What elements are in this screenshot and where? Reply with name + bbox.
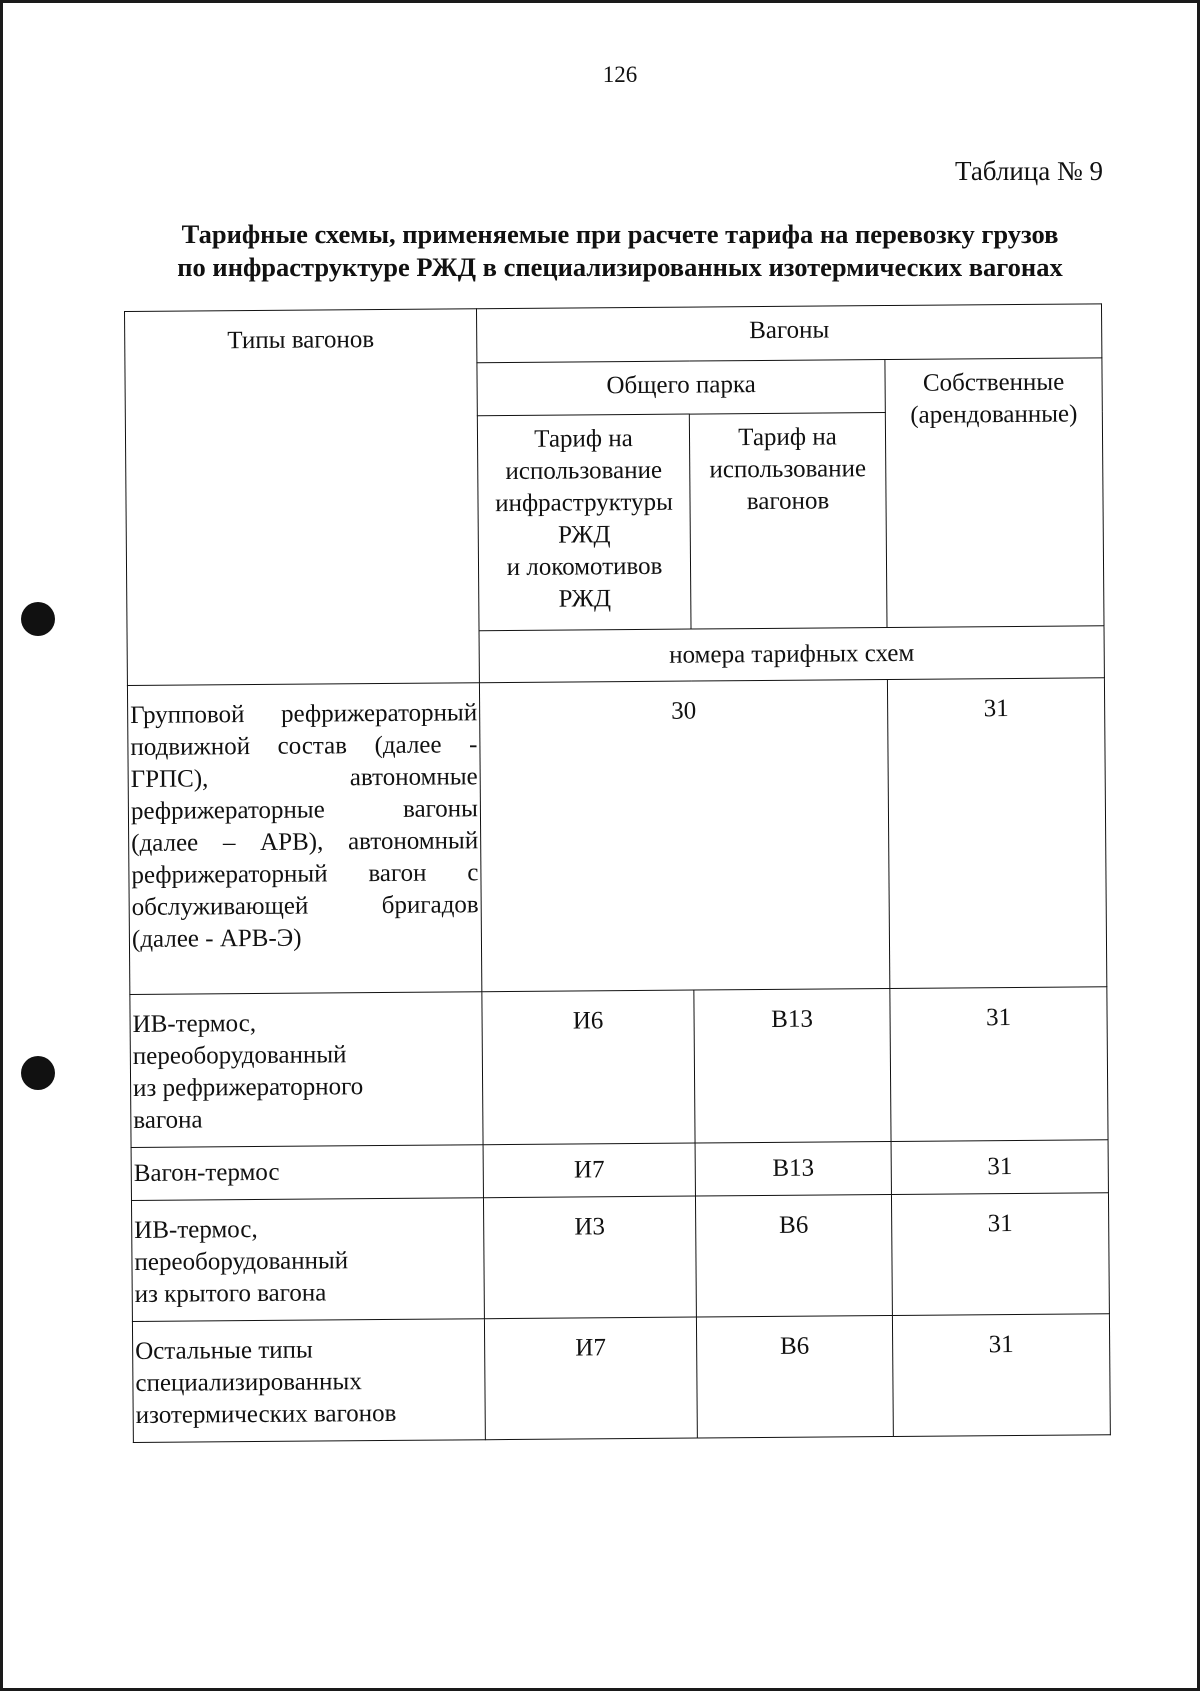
page-number: 126 [602,62,638,87]
row-own-scheme: 31 [891,1193,1109,1316]
header-tariff-wagons-line: Тариф на [738,423,837,452]
tariff-schemes-table [124,303,1111,1443]
row-wagon-type-line: изотермических вагонов [135,1399,397,1429]
header-tariff-infra-line: и локомотивов [506,552,663,582]
header-wagons: Вагоны [476,304,1101,363]
punch-hole-icon [21,1056,55,1090]
row-wagon-type-line: ИВ-термос, [132,1009,257,1038]
header-tariff-wagons-line: использование [709,455,867,484]
header-row-1 [125,304,1102,366]
table-row [131,1140,1108,1201]
header-tariff-infra-line: использование [505,456,663,486]
header-tariff-infra-line: инфраструктуры [495,488,673,518]
table-row [130,987,1108,1148]
header-tariff-wagons [689,413,887,630]
row-wagon-scheme: В6 [696,1315,893,1438]
header-tariff-infra-line: РЖД [557,521,611,549]
title-line-1: Тарифные схемы, применяемые при расчете тарифа на перевозку грузов [181,219,1059,249]
row-infra-scheme: И3 [483,1196,696,1319]
header-scheme-numbers: номера тарифных схем [479,626,1104,683]
header-own-leased-line: Собственные [922,368,1065,397]
header-tariff-infrastructure [477,414,691,631]
row-wagon-scheme: В13 [694,989,891,1144]
row-general-park-scheme: 30 [479,680,889,992]
header-tariff-wagons-line: вагонов [746,487,830,516]
row-wagon-type [131,1198,484,1322]
row-wagon-type-line: специализированных [135,1368,362,1397]
row-wagon-type [132,1319,485,1443]
row-wagon-type-line: вагона [133,1106,203,1134]
row-wagon-type-line: Остальные типы [135,1336,313,1365]
header-own-leased [885,358,1104,628]
row-wagon-scheme: В13 [695,1142,891,1197]
row-wagon-type: Вагон-термос [131,1145,483,1201]
row-infra-scheme: И7 [483,1143,695,1198]
row-wagon-scheme: В6 [695,1194,892,1317]
row-wagon-type-line: ИВ-термос, [134,1215,258,1244]
row-infra-scheme: И7 [484,1317,697,1440]
punch-hole-icon [21,602,55,636]
title-line-2: по инфраструктуре РЖД в специализированных изотермических вагонах [177,252,1063,282]
row-wagon-type-line: из рефрижераторного [133,1073,364,1102]
header-tariff-infra-line: Тариф на [534,425,633,453]
header-general-park: Общего парка [477,360,885,416]
header-wagon-types: Типы вагонов [125,309,480,686]
row-wagon-type-line: из крытого вагона [134,1279,327,1308]
row-wagon-type-line: переоборудованный [132,1041,347,1070]
row-wagon-type-line: переоборудованный [134,1247,349,1276]
table-row [127,678,1106,995]
header-tariff-infra-line: РЖД [558,585,612,613]
row-own-scheme: 31 [890,987,1108,1142]
row-infra-scheme: И6 [482,990,695,1145]
document-title [140,218,1100,284]
row-own-scheme: 31 [892,1314,1110,1437]
row-own-scheme: 31 [887,678,1106,989]
table-row [132,1314,1110,1443]
row-wagon-type [130,992,483,1148]
table-row [131,1193,1109,1322]
table-label: Таблица № 9 [955,156,1103,186]
row-own-scheme: 31 [891,1140,1108,1195]
header-own-leased-line: (арендованные) [910,400,1078,429]
row-wagon-type: Групповой рефрижераторный подвижной состав (далее - ГРПС), автономные рефрижераторные вагоны (далее – АРВ), автономный рефрижераторный вагон с обслуживающей бригадов (далее - АРВ-Э) [127,683,481,995]
